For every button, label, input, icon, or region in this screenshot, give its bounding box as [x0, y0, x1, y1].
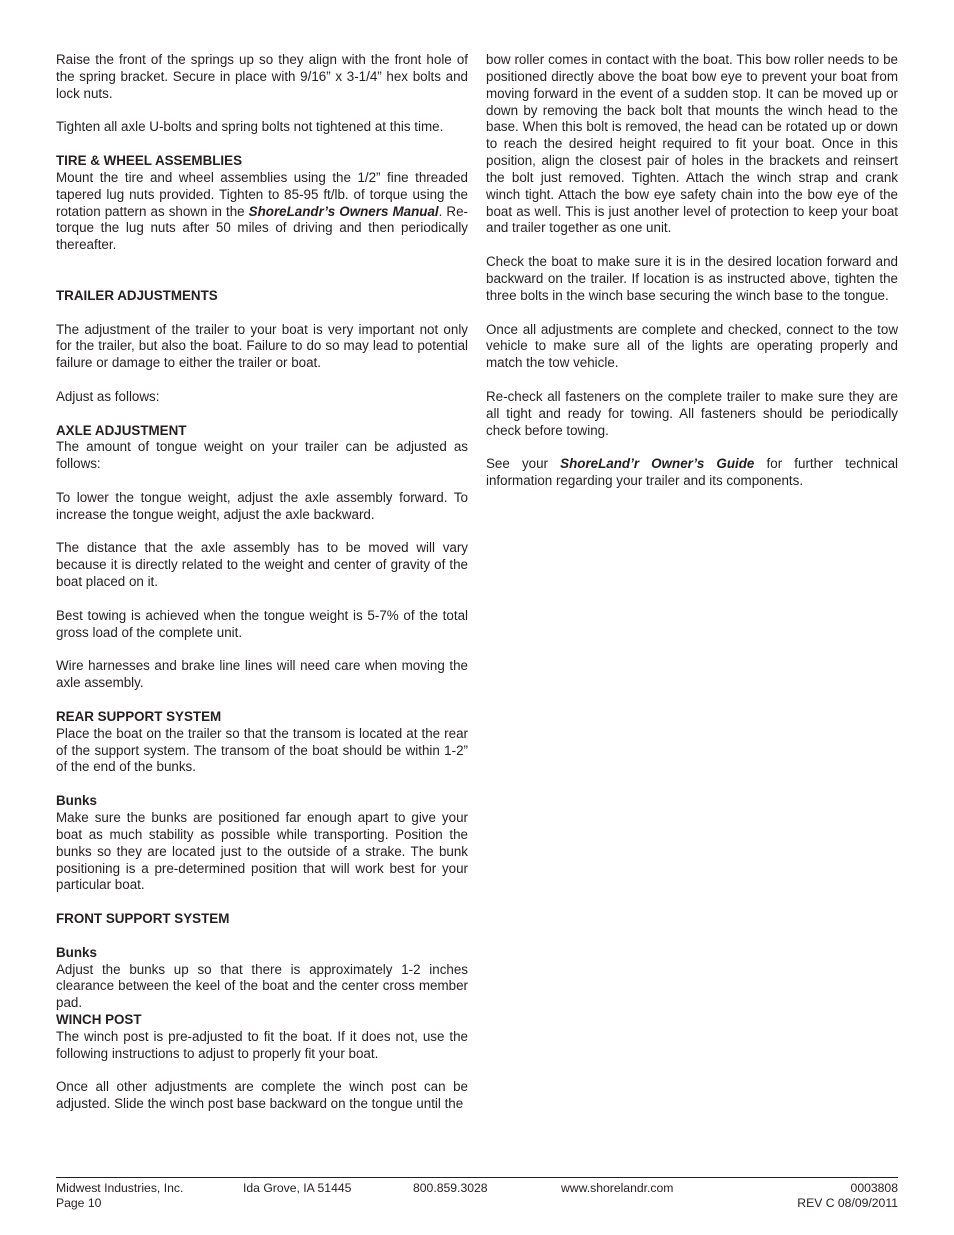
footer-page-number: Page 10: [56, 1196, 102, 1210]
spring-paragraph: Raise the front of the springs up so they align with the front hole of the spring bracket. Secure in place with 9/16” x 3-1/4” hex bolts and lock nuts.: [56, 52, 468, 101]
winch-post-heading: WINCH POST: [56, 1012, 142, 1028]
footer-rule: [56, 1177, 898, 1178]
trailer-heading: TRAILER ADJUSTMENTS: [56, 287, 218, 303]
axle-paragraph: The amount of tongue weight on your trailer can be adjusted as follows:: [56, 439, 468, 472]
front-bunks-paragraph: Adjust the bunks up so that there is approximately 1-2 inches clearance between the keel of the boat and the center cross member pad.: [56, 961, 468, 1011]
tire-paragraph: Mount the tire and wheel assemblies using the 1/2” fine threaded tapered lug nuts provided. Tighten to 85-95 ft/lb. of torque using the rotation pattern as shown in the ShoreLandr’s Owners Manual. Re-torque the lug nuts after 50 miles of driving and then periodically thereafter.: [56, 169, 468, 253]
check-boat-paragraph: Check the boat to make sure it is in the desired location forward and backward on the trailer. If location is as instructed above, tighten the three bolts in the winch base securing the winch base to the tongue.: [486, 254, 898, 303]
front-support-heading: FRONT SUPPORT SYSTEM: [56, 911, 230, 927]
axle-paragraph-4: Best towing is achieved when the tongue weight is 5-7% of the total gross load of the complete unit.: [56, 607, 468, 640]
trailer-paragraph: The adjustment of the trailer to your boat is very important not only for the trailer, but also the boat. Failure to do so may lead to potential failure or damage to either the trailer or boat.: [56, 321, 468, 371]
bow-roller-paragraph: bow roller comes in contact with the boat. This bow roller needs to be positioned directly above the boat bow eye to prevent your boat from moving forward in the event of a sudden stop. It can be moved up or down by removing the back bolt that mounts the winch head to the base. When this bolt is removed, the head can be rotated up or down to reach the desired height required to fit your boat. Once in this position, align the closest pair of holes in the brackets and reinsert the bolt just removed. Tighten. Attach the winch strap and crank winch tight. Attach the bow eye safety chain into the bow eye of the boat as well. This is just another level of protection to keep your boat and trailer together as one unit.: [486, 52, 898, 236]
rear-bunks-paragraph: Make sure the bunks are positioned far enough apart to give your boat as much stability as possible while transporting. Position the bunks so they are located just to the outside of a strake. The bunk positioning is a pre-determined position that will work best for your particular boat.: [56, 809, 468, 893]
ubolt-paragraph: Tighten all axle U-bolts and spring bolts not tightened at this time.: [56, 119, 444, 135]
rear-bunks-heading: Bunks: [56, 793, 97, 809]
tire-heading: TIRE & WHEEL ASSEMBLIES: [56, 153, 242, 169]
winch-post-paragraph-2: Once all other adjustments are complete the winch post can be adjusted. Slide the winch post base backward on the tongue until the: [56, 1079, 468, 1112]
footer-website: www.shorelandr.com: [561, 1181, 674, 1195]
footer-revision: REV C 08/09/2011: [797, 1196, 898, 1210]
owners-guide-reference: ShoreLand’r Owner’s Guide: [560, 456, 755, 472]
axle-paragraph-3: The distance that the axle assembly has to be moved will vary because it is directly related to the weight and center of gravity of the boat placed on it.: [56, 540, 468, 590]
left-column: [56, 52, 468, 1113]
axle-heading: AXLE ADJUSTMENT: [56, 422, 187, 438]
adjust-paragraph: Adjust as follows:: [56, 388, 160, 404]
owners-guide-paragraph: See your ShoreLand’r Owner’s Guide for further technical information regarding your trailer and its components.: [486, 456, 898, 489]
footer-document-number: 0003808: [850, 1181, 898, 1195]
footer-address: Ida Grove, IA 51445: [243, 1181, 352, 1195]
tow-vehicle-paragraph: Once all adjustments are complete and checked, connect to the tow vehicle to make sure all of the lights are operating properly and match the tow vehicle.: [486, 321, 898, 371]
axle-paragraph-5: Wire harnesses and brake line lines will need care when moving the axle assembly.: [56, 658, 468, 691]
rear-support-paragraph: Place the boat on the trailer so that the transom is located at the rear of the support system. The transom of the boat should be within 1-2” of the end of the bunks.: [56, 725, 468, 775]
right-column: [486, 52, 898, 490]
winch-post-paragraph: The winch post is pre-adjusted to fit the boat. If it does not, use the following instructions to adjust to properly fit your boat.: [56, 1028, 468, 1061]
rear-support-heading: REAR SUPPORT SYSTEM: [56, 708, 222, 724]
axle-paragraph-2: To lower the tongue weight, adjust the axle assembly forward. To increase the tongue weight, adjust the axle backward.: [56, 489, 468, 522]
fasteners-paragraph: Re-check all fasteners on the complete trailer to make sure they are all tight and ready for towing. All fasteners should be periodically check before towing.: [486, 388, 898, 438]
footer-phone: 800.859.3028: [413, 1181, 488, 1195]
footer-company: Midwest Industries, Inc.: [56, 1181, 184, 1195]
owners-manual-reference: ShoreLandr’s Owners Manual: [248, 203, 439, 219]
front-bunks-heading: Bunks: [56, 944, 97, 960]
